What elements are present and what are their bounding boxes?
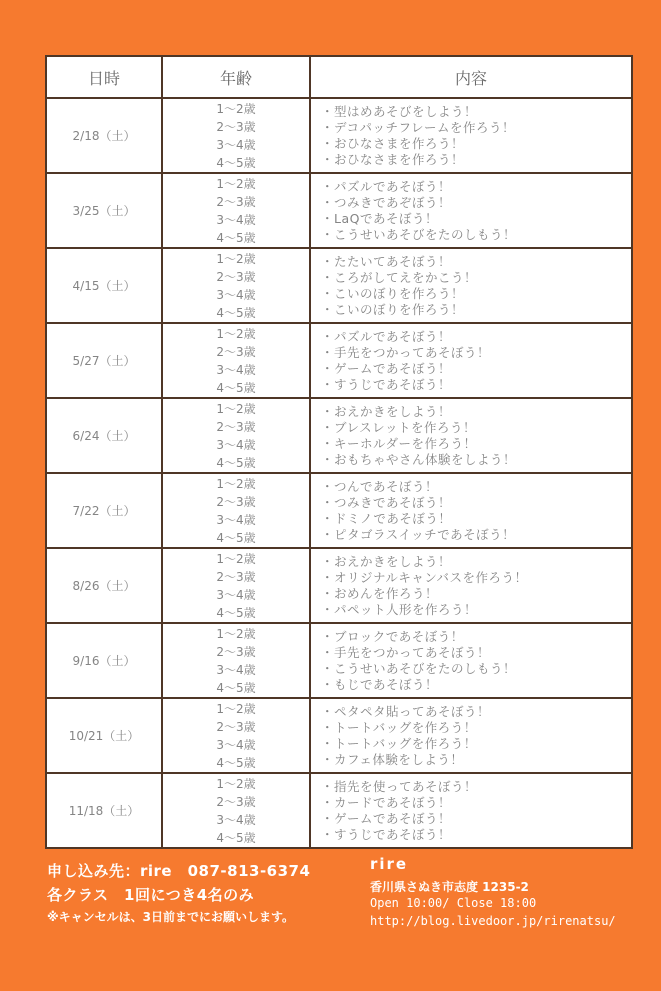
age-label: 2〜3歳 — [216, 419, 256, 434]
apply-contact: 申し込み先：rire 087-813-6374 — [47, 862, 311, 880]
activity-item: ・こうせいあそびをたのしもう！ — [321, 226, 517, 242]
row-activities — [310, 548, 632, 623]
activity-item: ・つみきであそぼう！ — [321, 494, 452, 510]
activity-item: ・ゲームであそぼう！ — [321, 810, 452, 826]
age-label: 1〜2歳 — [216, 176, 256, 191]
row-ages — [162, 98, 310, 173]
activity-item: ・つみきであぞぼう！ — [321, 194, 452, 210]
age-label: 2〜3歳 — [216, 344, 256, 359]
activity-item: ・オリジナルキャンバスを作ろう！ — [321, 569, 528, 585]
row-ages — [162, 473, 310, 548]
age-label: 3〜4歳 — [216, 437, 256, 452]
activity-item: ・たたいてあそぼう！ — [321, 253, 452, 269]
row-date: 11/18（土） — [46, 773, 162, 848]
table-row — [46, 623, 632, 698]
activity-item: ・つんであそぼう！ — [321, 478, 439, 494]
row-activities — [310, 248, 632, 323]
age-label: 1〜2歳 — [216, 476, 256, 491]
age-label: 3〜4歳 — [216, 212, 256, 227]
cancel-note: ※キャンセルは、3日前までにお願いします。 — [47, 910, 295, 924]
row-ages — [162, 773, 310, 848]
row-ages — [162, 398, 310, 473]
shop-hours: Open 10:00/ Close 18:00 — [370, 896, 537, 910]
table-row — [46, 473, 632, 548]
activity-item: ・型はめあそびをしよう！ — [321, 103, 478, 119]
row-date: 6/24（土） — [46, 398, 162, 473]
age-label: 1〜2歳 — [216, 776, 256, 791]
activity-item: ・トートバッグを作ろう！ — [321, 719, 477, 735]
age-label: 1〜2歳 — [216, 701, 256, 716]
activity-item: ・ブロックであそぼう！ — [321, 628, 464, 644]
shop-url[interactable]: http://blog.livedoor.jp/rirenatsu/ — [370, 914, 616, 928]
row-ages — [162, 323, 310, 398]
table-row — [46, 773, 632, 848]
age-label: 1〜2歳 — [216, 101, 256, 116]
age-label: 2〜3歳 — [216, 719, 256, 734]
age-label: 2〜3歳 — [216, 569, 256, 584]
header-date: 日時 — [46, 56, 162, 98]
activity-item: ・パズルであそぼう！ — [321, 178, 452, 194]
age-label: 3〜4歳 — [216, 287, 256, 302]
age-label: 4〜5歳 — [216, 830, 256, 845]
activity-item: ・キーホルダーを作ろう！ — [321, 435, 477, 451]
row-activities — [310, 623, 632, 698]
age-label: 3〜4歳 — [216, 737, 256, 752]
age-label: 1〜2歳 — [216, 401, 256, 416]
age-label: 4〜5歳 — [216, 155, 256, 170]
row-date: 8/26（土） — [46, 548, 162, 623]
age-label: 4〜5歳 — [216, 755, 256, 770]
age-label: 4〜5歳 — [216, 605, 256, 620]
activity-item: ・手先をつかってあそぼう！ — [321, 644, 491, 660]
table-row — [46, 173, 632, 248]
age-label: 2〜3歳 — [216, 269, 256, 284]
age-label: 2〜3歳 — [216, 194, 256, 209]
activity-item: ・おえかきをしよう！ — [321, 553, 452, 569]
age-label: 4〜5歳 — [216, 305, 256, 320]
table-row — [46, 248, 632, 323]
age-label: 3〜4歳 — [216, 812, 256, 827]
row-ages — [162, 248, 310, 323]
row-date: 2/18（土） — [46, 98, 162, 173]
table-row — [46, 698, 632, 773]
activity-item: ・LaQであそぼう！ — [321, 210, 438, 226]
age-label: 3〜4歳 — [216, 137, 256, 152]
activity-item: ・おえかきをしよう！ — [321, 403, 452, 419]
activity-item: ・こうせいあそびをたのしもう！ — [321, 660, 517, 676]
row-ages — [162, 623, 310, 698]
row-activities — [310, 473, 632, 548]
row-date: 9/16（土） — [46, 623, 162, 698]
activity-item: ・パズルであそぼう！ — [321, 328, 452, 344]
table-row — [46, 548, 632, 623]
activity-item: ・ブレスレットを作ろう！ — [321, 419, 477, 435]
activity-item: ・こいのぼりを作ろう！ — [321, 301, 465, 317]
row-date: 7/22（土） — [46, 473, 162, 548]
table-row — [46, 398, 632, 473]
activity-item: ・すうじであそぼう！ — [321, 376, 452, 392]
age-label: 2〜3歳 — [216, 794, 256, 809]
age-label: 2〜3歳 — [216, 644, 256, 659]
schedule-table — [45, 55, 633, 849]
row-date: 4/15（土） — [46, 248, 162, 323]
row-activities — [310, 98, 632, 173]
age-label: 2〜3歳 — [216, 119, 256, 134]
activity-item: ・おめんを作ろう！ — [321, 585, 439, 601]
age-label: 1〜2歳 — [216, 551, 256, 566]
row-date: 3/25（土） — [46, 173, 162, 248]
age-label: 3〜4歳 — [216, 362, 256, 377]
activity-item: ・トートバッグを作ろう！ — [321, 735, 477, 751]
activity-item: ・おもちゃやさん体験をしよう！ — [321, 451, 517, 467]
activity-item: ・ペタペタ貼ってあそぼう！ — [321, 703, 491, 719]
table-row — [46, 98, 632, 173]
activity-item: ・もじであそぼう！ — [321, 676, 439, 692]
shop-name: rire — [370, 855, 409, 873]
age-label: 3〜4歳 — [216, 587, 256, 602]
header-content: 内容 — [310, 56, 632, 98]
activity-item: ・ピタゴラスイッチであそぼう！ — [321, 526, 516, 542]
age-label: 4〜5歳 — [216, 680, 256, 695]
activity-item: ・手先をつかってあそぼう！ — [321, 344, 491, 360]
activity-item: ・おひなさまを作ろう！ — [321, 135, 465, 151]
table-header-row — [46, 56, 632, 98]
capacity-note: 各クラス 1回につき4名のみ — [47, 886, 255, 904]
activity-item: ・カードであそぼう！ — [321, 794, 452, 810]
table-row — [46, 323, 632, 398]
age-label: 4〜5歳 — [216, 530, 256, 545]
activity-item: ・指先を使ってあそぼう！ — [321, 778, 478, 794]
row-activities — [310, 773, 632, 848]
age-label: 3〜4歳 — [216, 512, 256, 527]
activity-item: ・ころがしてえをかこう！ — [321, 269, 478, 285]
age-label: 2〜3歳 — [216, 494, 256, 509]
row-ages — [162, 173, 310, 248]
activity-item: ・こいのぼりを作ろう！ — [321, 285, 465, 301]
age-label: 1〜2歳 — [216, 251, 256, 266]
shop-address: 香川県さぬき市志度 1235-2 — [370, 880, 529, 894]
activity-item: ・パペット人形を作ろう！ — [321, 601, 478, 617]
row-activities — [310, 323, 632, 398]
row-ages — [162, 698, 310, 773]
row-date: 10/21（土） — [46, 698, 162, 773]
activity-item: ・ゲームであそぼう！ — [321, 360, 452, 376]
activity-item: ・すうじであそぼう！ — [321, 826, 452, 842]
activity-item: ・おひなさまを作ろう！ — [321, 151, 465, 167]
activity-item: ・デコパッチフレームを作ろう！ — [321, 119, 516, 135]
age-label: 1〜2歳 — [216, 326, 256, 341]
row-activities — [310, 173, 632, 248]
row-ages — [162, 548, 310, 623]
age-label: 3〜4歳 — [216, 662, 256, 677]
header-age: 年齢 — [162, 56, 310, 98]
row-activities — [310, 698, 632, 773]
row-activities — [310, 398, 632, 473]
age-label: 4〜5歳 — [216, 230, 256, 245]
row-date: 5/27（土） — [46, 323, 162, 398]
activity-item: ・カフェ体験をしよう！ — [321, 751, 464, 767]
age-label: 4〜5歳 — [216, 380, 256, 395]
activity-item: ・ドミノであそぼう！ — [321, 510, 452, 526]
age-label: 4〜5歳 — [216, 455, 256, 470]
age-label: 1〜2歳 — [216, 626, 256, 641]
